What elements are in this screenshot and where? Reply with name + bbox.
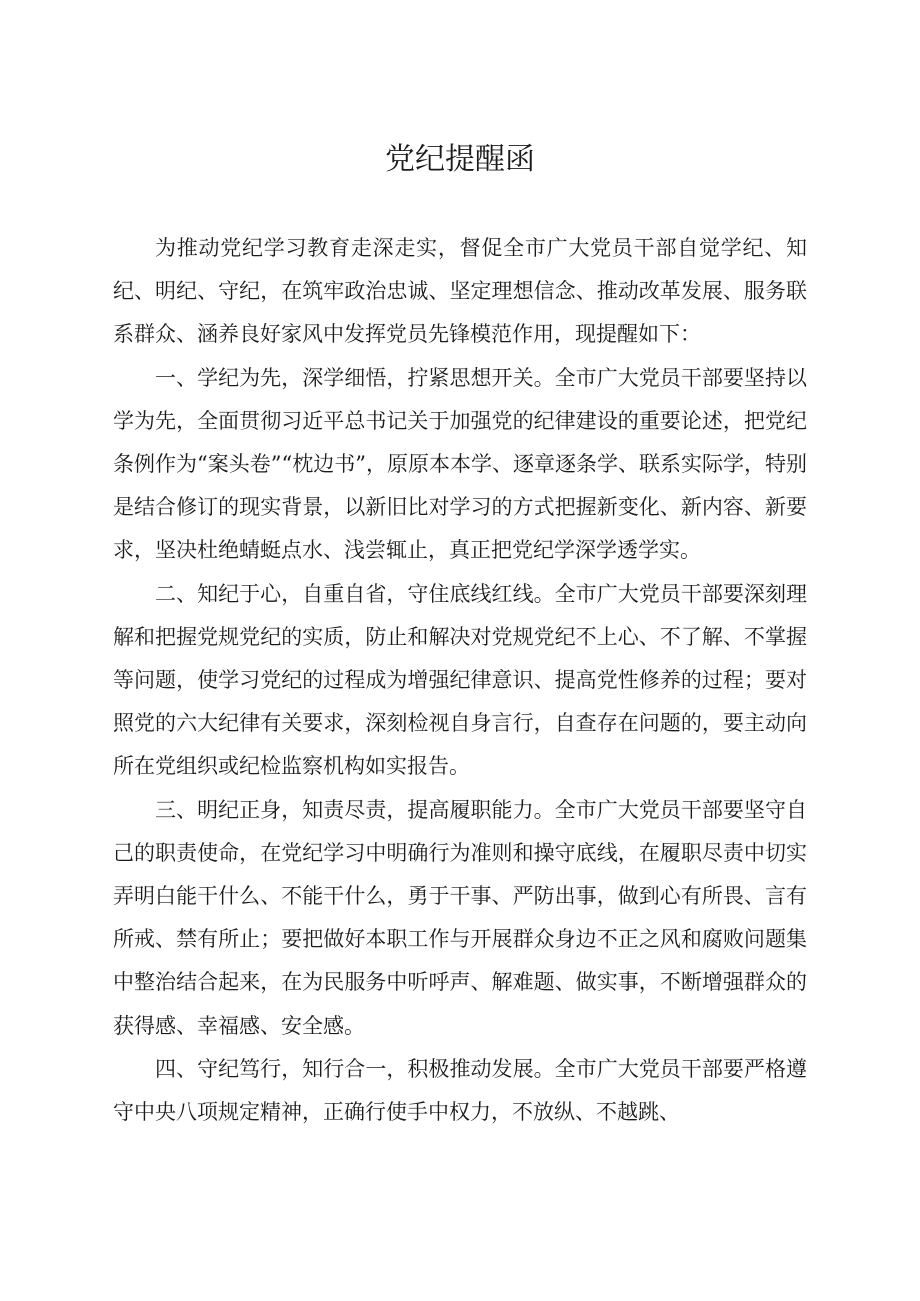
intro-paragraph: 为推动党纪学习教育走深走实，督促全市广大党员干部自觉学纪、知纪、明纪、守纪，在筑牢政治忠诚、坚定理想信念、推动改革发展、服务联系群众、涵养良好家风中发挥党员先锋模范作用，现提醒如下： — [113, 236, 807, 347]
section-3-paragraph: 三、明纪正身，知责尽责，提高履职能力。全市广大党员干部要坚守自己的职责使命，在党纪学习中明确行为准则和操守底线，在履职尽责中切实弄明白能干什么、不能干什么，勇于干事、严防出事，做到心有所畏、言有所戒、禁有所止；要把做好本职工作与开展群众身边不正之风和腐败问题集中整治结合起来，在为民服务中听呼声、解难题、做实事，不断增强群众的获得感、幸福感、安全感。 — [113, 797, 807, 1038]
section-1-paragraph: 一、学纪为先，深学细悟，拧紧思想开关。全市广大党员干部要坚持以学为先，全面贯彻习近平总书记关于加强党的纪律建设的重要论述，把党纪条例作为“案头卷”“枕边书”，原原本本学、逐章逐条学、联系实际学，特别是结合修订的现实背景，以新旧比对学习的方式把握新变化、新内容、新要求，坚决杜绝蜻蜓点水、浅尝辄止，真正把党纪学深学透学实。 — [113, 365, 807, 563]
section-2-paragraph: 二、知纪于心，自重自省，守住底线红线。全市广大党员干部要深刻理解和把握党规党纪的实质，防止和解决对党规党纪不上心、不了解、不掌握等问题，使学习党纪的过程成为增强纪律意识、提高党性修养的过程；要对照党的六大纪律有关要求，深刻检视自身言行，自查存在问题的，要主动向所在党组织或纪检监察机构如实报告。 — [113, 581, 807, 779]
section-4-paragraph: 四、守纪笃行，知行合一，积极推动发展。全市广大党员干部要严格遵守中央八项规定精神，正确行使手中权力，不放纵、不越跳、 — [113, 1056, 807, 1125]
document-body — [113, 227, 807, 1134]
document-title: 党纪提醒函 — [385, 142, 535, 177]
